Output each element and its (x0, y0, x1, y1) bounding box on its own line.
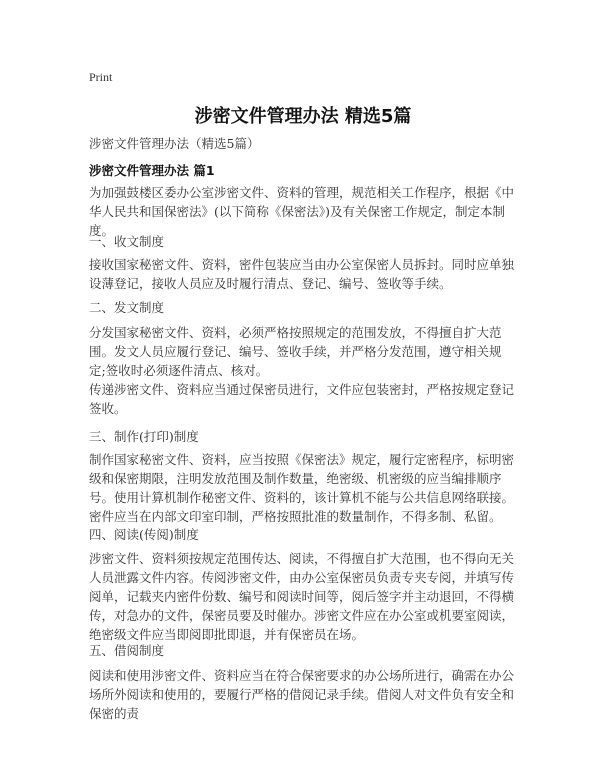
receive-paragraph: 接收国家秘密文件、资料，密件包装应当由办公室保密人员拆封。同时应单独设薄登记，接收人员应及时履行清点、登记、编号、签收等手续。 (89, 257, 515, 291)
section-title: 涉密文件管理办法 篇1 (89, 163, 215, 178)
send-heading: 二、发文制度 (89, 300, 165, 315)
produce-heading: 三、制作(打印)制度 (89, 429, 199, 444)
borrow-heading: 五、借阅制度 (89, 643, 165, 658)
read-paragraph: 涉密文件、资料须按规定范围传达、阅读，不得擅自扩大范围，也不得向无关人员泄露文件内容。传阅涉密文件，由办公室保密员负责专夹专阅，并填写传阅单，记载夹内密件份数、编号和阅读时间等，阅后签字并主动退回，不得横传，对急办的文件，保密员要及时催办。涉密文件应在办公室或机要室阅读，绝密级文件应当即阅即批即退，并有保密员在场。 (89, 551, 515, 642)
print-link[interactable]: Print (89, 70, 113, 84)
send-paragraph-2: 传递涉密文件、资料应当通过保密员进行，文件应包装密封，严格按规定登记签收。 (89, 382, 515, 416)
read-heading: 四、阅读(传阅)制度 (89, 527, 199, 542)
document-subtitle: 涉密文件管理办法（精选5篇） (89, 136, 260, 151)
produce-paragraph: 制作国家秘密文件、资料，应当按照《保密法》规定，履行定密程序，标明密级和保密期限，注明发放范围及制作数量，绝密级、机密级的应当编排顺序号。使用计算机制作秘密文件、资料的，该计算机不能与公共信息网络联接。密件应当在内部文印室印制，严格按照批准的数量制作，不得多制、私留。 (89, 452, 515, 524)
send-paragraph: 分发国家秘密文件、资料，必须严格按照规定的范围发放，不得擅自扩大范围。发文人员应履行登记、编号、签收手续，并严格分发范围，遵守相关规定;签收时必须逐件清点、核对。 (89, 325, 502, 378)
intro-paragraph: 为加强鼓楼区委办公室涉密文件、资料的管理，规范相关工作程序，根据《中华人民共和国保密法》(以下简称《保密法》)及有关保密工作规定，制定本制度。 (89, 185, 515, 238)
borrow-paragraph: 阅读和使用涉密文件、资料应当在符合保密要求的办公场所进行，确需在办公场所外阅读和使用的，要履行严格的借阅记录手续。借阅人对文件负有安全和保密的责 (89, 668, 515, 721)
page-title: 涉密文件管理办法 精选5篇 (194, 106, 412, 127)
receive-heading: 一、收文制度 (89, 234, 165, 249)
